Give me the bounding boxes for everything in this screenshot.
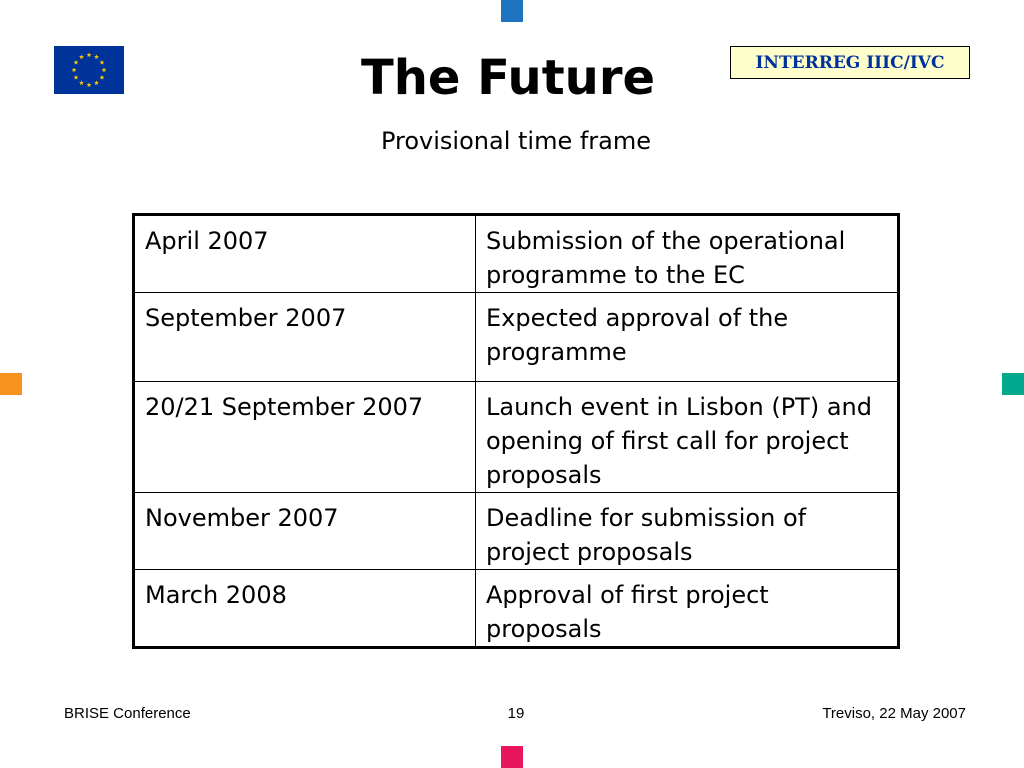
date-cell: 20/21 September 2007 (134, 382, 476, 493)
event-cell: Approval of first project proposals (476, 570, 899, 648)
date-cell: September 2007 (134, 293, 476, 382)
decor-square-right (1002, 373, 1024, 395)
event-cell: Deadline for submission of project proposals (476, 493, 899, 570)
table-row (134, 293, 899, 382)
page-subtitle: Provisional time frame (380, 127, 652, 155)
event-cell: Launch event in Lisbon (PT) and opening of first call for project proposals (476, 382, 899, 493)
decor-square-bottom (501, 746, 523, 768)
date-cell: April 2007 (134, 215, 476, 293)
footer-conference: BRISE Conference (64, 705, 191, 722)
table-row (134, 570, 899, 648)
timeline-table (132, 213, 900, 649)
footer-place-date: Treviso, 22 May 2007 (822, 705, 966, 722)
table-row (134, 215, 899, 293)
footer-page-number: 19 (507, 705, 525, 722)
table-row (134, 493, 899, 570)
date-cell: March 2008 (134, 570, 476, 648)
table-row (134, 382, 899, 493)
program-badge: INTERREG IIIC/IVC (730, 46, 970, 79)
event-cell: Submission of the operational programme to the EC (476, 215, 899, 293)
page-title: The Future (360, 50, 656, 106)
date-cell: November 2007 (134, 493, 476, 570)
decor-square-left (0, 373, 22, 395)
event-cell: Expected approval of the programme (476, 293, 899, 382)
decor-square-top (501, 0, 523, 22)
